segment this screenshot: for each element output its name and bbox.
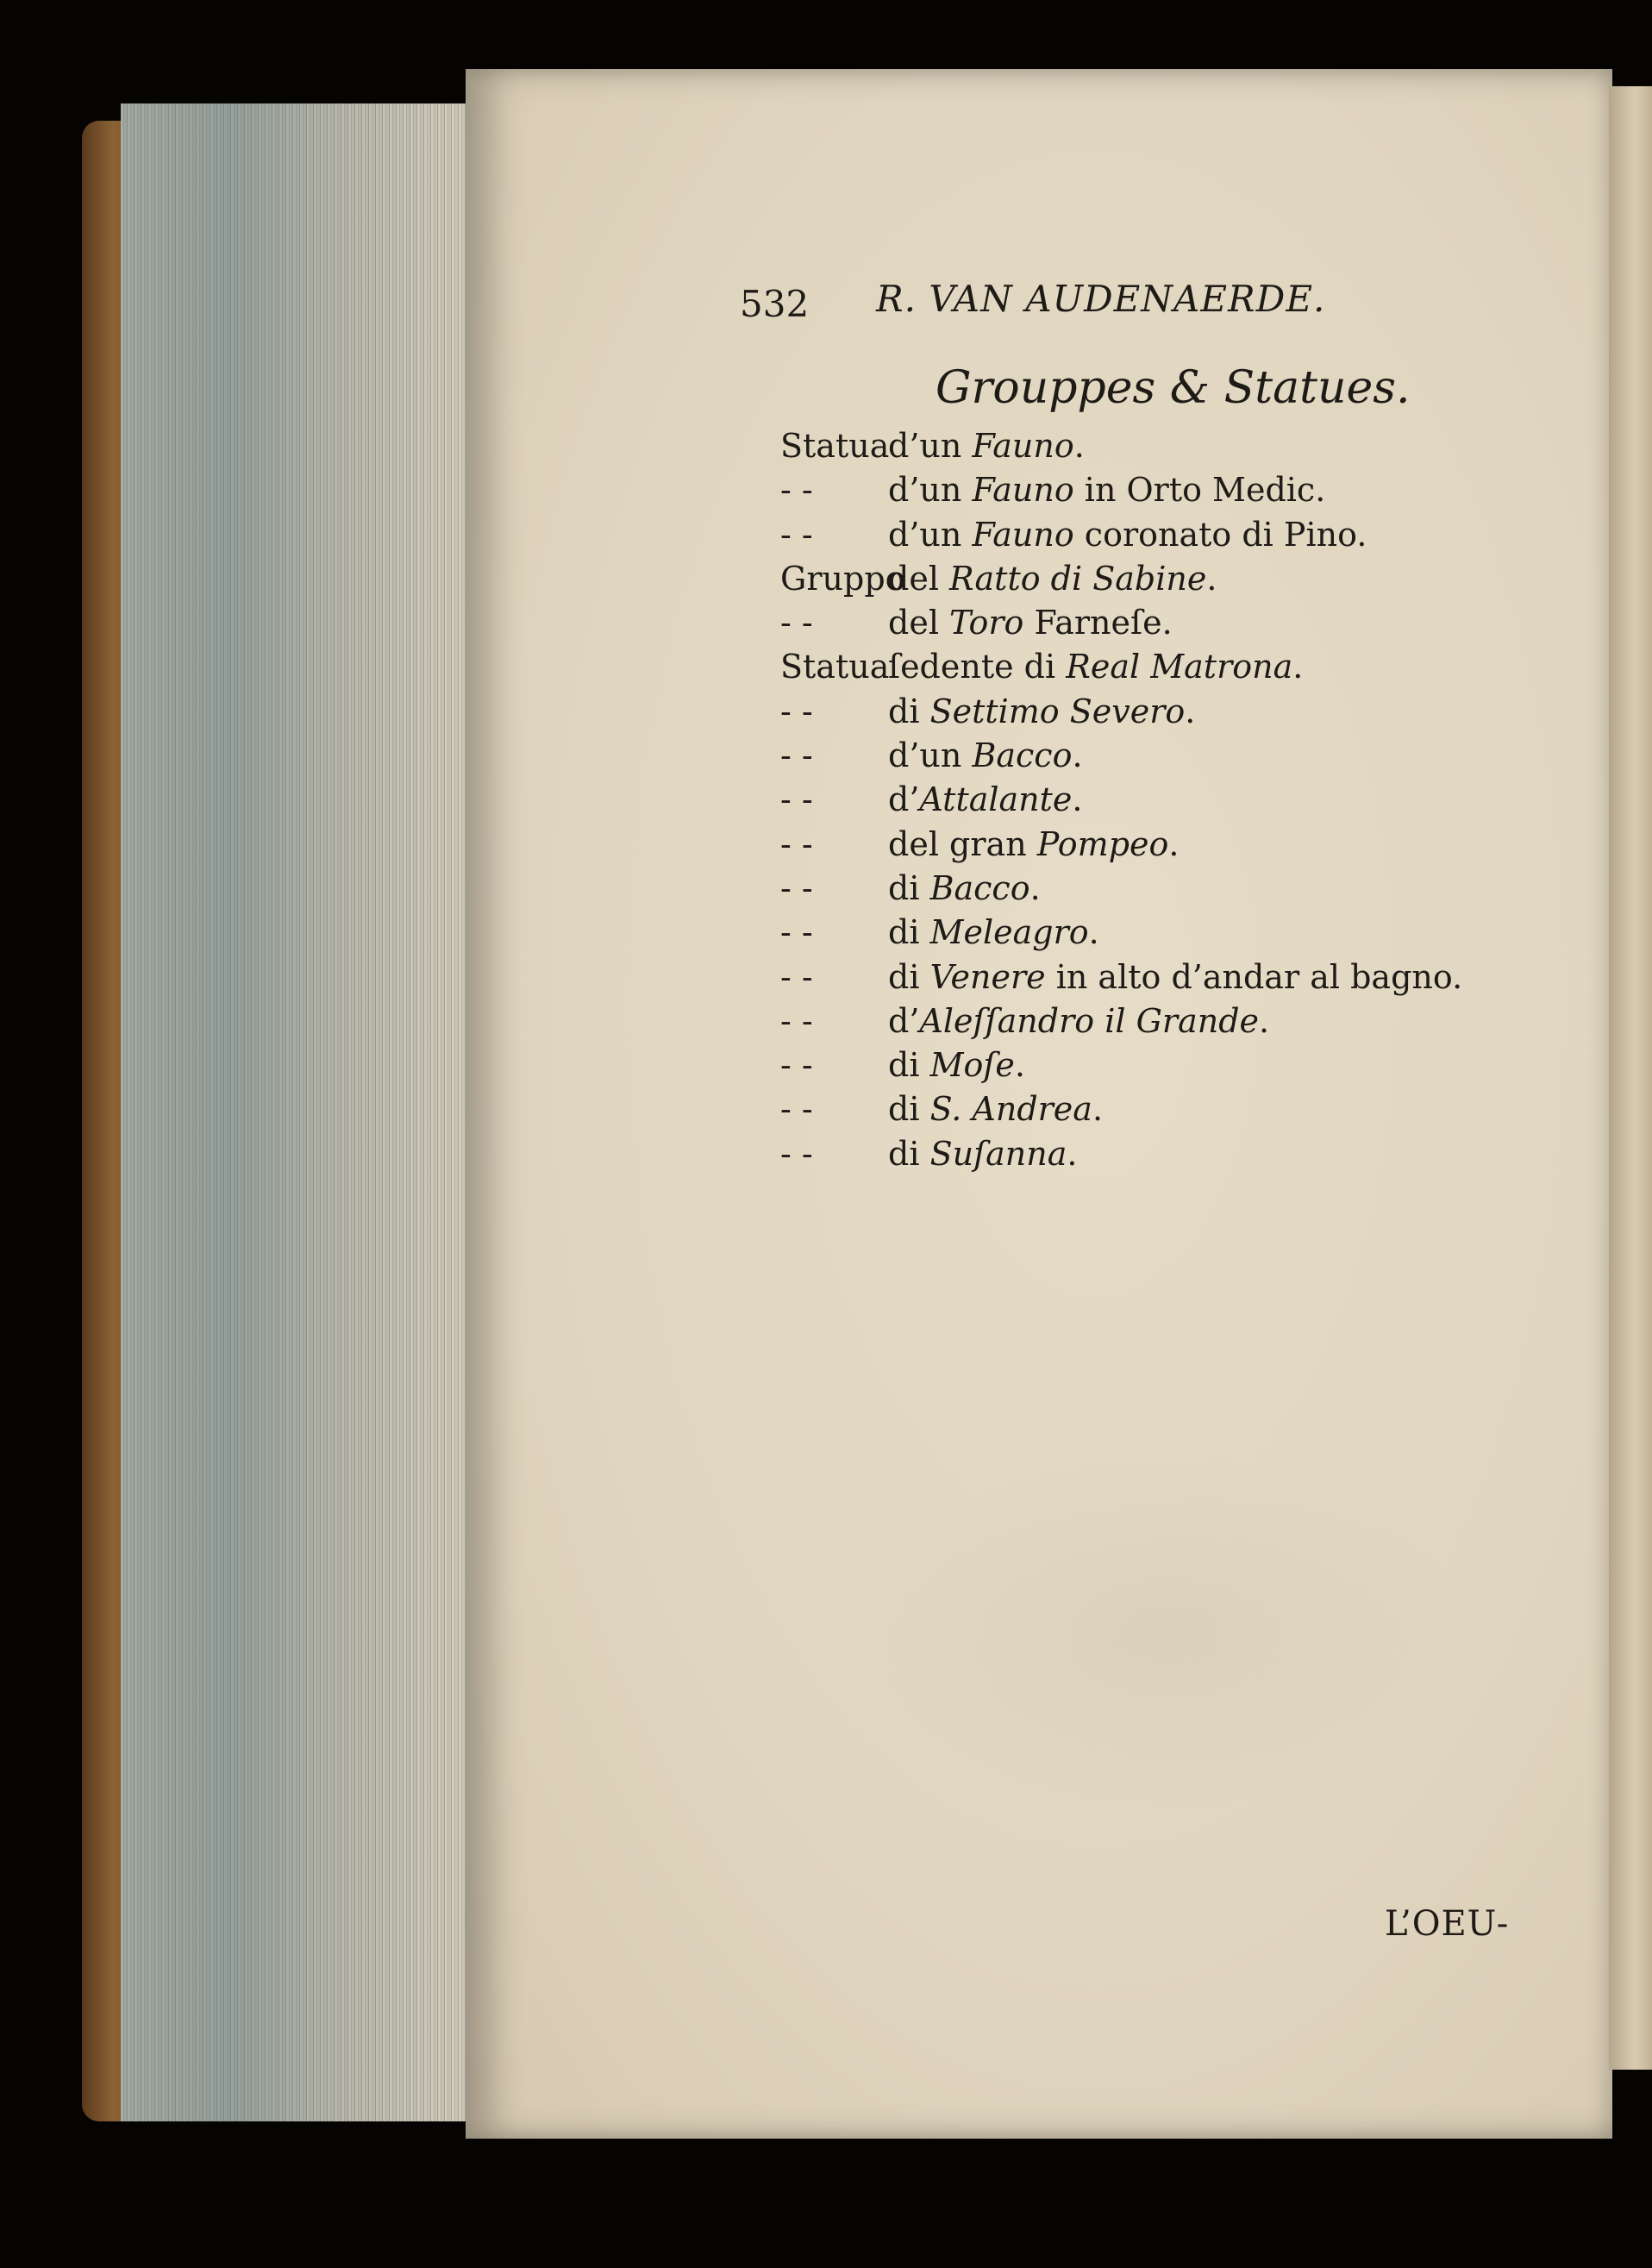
entry-lead: Statua — [780, 427, 890, 465]
entry-lead: - - — [780, 780, 813, 819]
entry-subject: Real Matrona — [1066, 648, 1293, 686]
entry-rest: in alto d’andar al bagno. — [1045, 957, 1463, 996]
entry-lead: - - — [780, 1134, 813, 1173]
entry-rest: . — [1088, 913, 1099, 952]
entry-rest: . — [1185, 692, 1196, 730]
entry-rest: . — [1073, 427, 1085, 465]
entry-text: di — [888, 1090, 930, 1129]
list-item — [780, 999, 1556, 1043]
list-item — [780, 1087, 1556, 1131]
entry-text: d’un — [888, 471, 973, 510]
entry-lead: Statua — [780, 648, 890, 686]
entry-subject: Aleſſandro il Grande — [919, 1001, 1260, 1040]
entry-rest: in Orto Medic. — [1073, 471, 1326, 510]
entry-list — [780, 424, 1556, 1176]
list-item — [780, 911, 1556, 955]
entry-lead: - - — [780, 824, 813, 863]
entry-subject: Bacco — [929, 868, 1030, 907]
entry-subject: Bacco — [972, 736, 1073, 775]
entry-rest: coronato di Pino. — [1073, 515, 1367, 554]
entry-text: del — [888, 559, 950, 598]
entry-rest: . — [1206, 559, 1217, 598]
entry-text: d’ — [888, 1001, 920, 1040]
entry-subject: Suſanna — [929, 1134, 1067, 1173]
list-item — [780, 513, 1556, 557]
list-item — [780, 690, 1556, 734]
entry-rest: . — [1259, 1001, 1270, 1040]
entry-text: di — [888, 1046, 930, 1085]
entry-lead: - - — [780, 1001, 813, 1040]
entry-rest: . — [1072, 780, 1083, 819]
entry-lead: - - — [780, 604, 813, 642]
entry-text: di — [888, 692, 930, 730]
entry-subject: Pompeo — [1036, 824, 1169, 863]
entry-subject: Fauno — [972, 515, 1074, 554]
section-title: Grouppes & Statues. — [936, 362, 1411, 414]
entry-text: di — [888, 1134, 930, 1173]
entry-subject: Settimo Severo — [929, 692, 1186, 730]
list-item — [780, 468, 1556, 512]
entry-rest: Farneſe. — [1023, 604, 1173, 642]
entry-lead: - - — [780, 1046, 813, 1085]
entry-text: d’un — [888, 515, 973, 554]
entry-subject: Fauno — [972, 427, 1074, 465]
entry-lead: - - — [780, 692, 813, 730]
list-item — [780, 867, 1556, 911]
entry-text: di — [888, 913, 930, 952]
entry-lead: - - — [780, 471, 813, 510]
running-head: R. VAN AUDENAERDE. — [876, 278, 1326, 320]
list-item — [780, 1132, 1556, 1176]
entry-text: di — [888, 868, 930, 907]
entry-rest: . — [1168, 824, 1180, 863]
entry-subject: Ratto di Sabine — [949, 559, 1207, 598]
list-item — [780, 557, 1556, 601]
show-through — [862, 1449, 1466, 1811]
entry-rest: . — [1292, 648, 1304, 686]
page-number: 532 — [740, 283, 810, 325]
entry-text: d’ — [888, 780, 920, 819]
catchword: L’OEU- — [1385, 1904, 1510, 1944]
entry-text: d’un — [888, 736, 973, 775]
entry-rest: . — [1072, 736, 1083, 775]
entry-subject: S. Andrea — [929, 1090, 1092, 1129]
entry-text: ſedente di — [888, 648, 1067, 686]
entry-rest: . — [1029, 868, 1041, 907]
list-item — [780, 601, 1556, 645]
list-item — [780, 1043, 1556, 1087]
list-item — [780, 645, 1556, 689]
entry-text: del — [888, 604, 950, 642]
entry-lead: - - — [780, 736, 813, 775]
page-header — [740, 278, 1602, 329]
entry-lead: - - — [780, 957, 813, 996]
entry-subject: Meleagro — [929, 913, 1089, 952]
entry-subject: Attalante — [919, 780, 1073, 819]
entry-rest: . — [1014, 1046, 1025, 1085]
entry-subject: Venere — [929, 957, 1046, 996]
entry-lead: - - — [780, 913, 813, 952]
entry-subject: Toro — [949, 604, 1024, 642]
page-block-edges — [121, 103, 483, 2121]
facing-page-edge — [1609, 86, 1652, 2070]
entry-text: di — [888, 957, 930, 996]
entry-subject: Moſe — [929, 1046, 1015, 1085]
entry-rest: . — [1067, 1134, 1078, 1173]
list-item — [780, 955, 1556, 999]
entry-lead: - - — [780, 515, 813, 554]
list-item — [780, 734, 1556, 778]
entry-subject: Fauno — [972, 471, 1074, 510]
entry-text: del gran — [888, 824, 1037, 863]
list-item — [780, 823, 1556, 867]
entry-lead: - - — [780, 1090, 813, 1129]
entry-text: d’un — [888, 427, 973, 465]
list-item — [780, 424, 1556, 468]
list-item — [780, 778, 1556, 822]
entry-lead: - - — [780, 868, 813, 907]
entry-rest: . — [1092, 1090, 1104, 1129]
entry-lead: Gruppo — [780, 559, 905, 598]
